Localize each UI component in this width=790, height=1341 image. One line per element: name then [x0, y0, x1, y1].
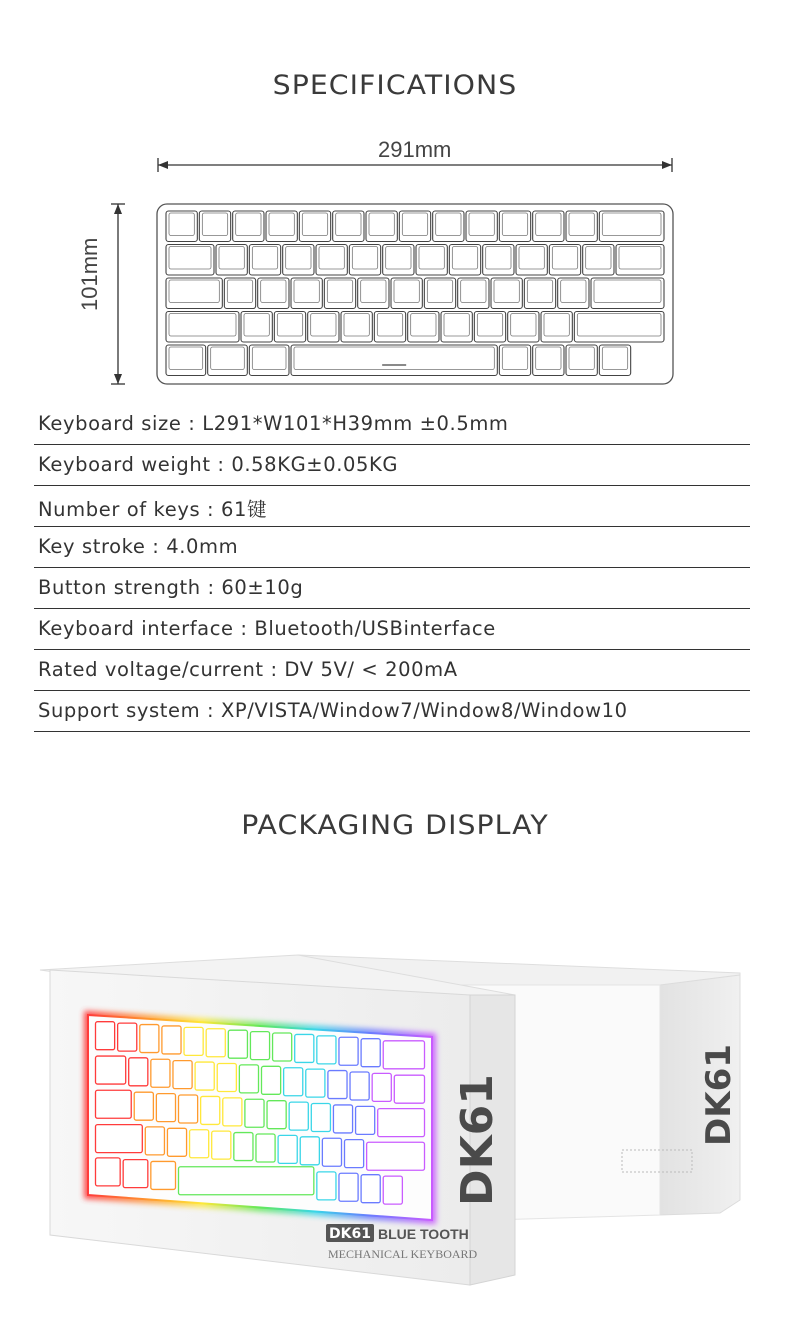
box-back-side-brand: DK61 — [699, 1044, 739, 1146]
spec-strength-text: Button strength : 60±10g — [38, 576, 304, 599]
box-keycap — [394, 1075, 424, 1103]
keyboard-key-outline — [166, 278, 222, 309]
box-keycap — [173, 1061, 192, 1089]
spec-weight-text: Keyboard weight : 0.58KG±0.05KG — [38, 453, 399, 476]
keyboard-key-outline — [599, 345, 630, 376]
keyboard-height-label: 101mm — [77, 237, 102, 311]
box-keycap — [96, 1022, 115, 1050]
box-keycap — [300, 1137, 319, 1165]
box-keycap — [234, 1133, 253, 1161]
spec-interface-text: Keyboard interface : Bluetooth/USBinterface — [38, 617, 496, 640]
keyboard-key-outline — [491, 278, 522, 309]
box-keycap — [217, 1063, 236, 1091]
box-keycap — [367, 1142, 425, 1170]
keyboard-key-outline — [341, 312, 372, 343]
keyboard-key-outline — [499, 345, 530, 376]
keyboard-key-outline — [516, 245, 547, 276]
spec-keys-text: Number of keys : 61键 — [38, 498, 268, 521]
box-keycap — [273, 1033, 292, 1061]
keyboard-key-outline — [541, 312, 572, 343]
keyboard-key-outline — [591, 278, 664, 309]
box-keycap — [361, 1039, 380, 1067]
box-keycap — [256, 1134, 275, 1162]
box-logo-brand: DK61 — [329, 1226, 371, 1242]
box-keycap — [322, 1138, 341, 1166]
box-keycap — [345, 1140, 364, 1168]
box-keycap — [96, 1056, 126, 1084]
box-keycap — [317, 1036, 336, 1064]
box-keycap — [184, 1027, 203, 1055]
box-keycap — [306, 1069, 325, 1097]
keyboard-key-outline — [566, 345, 597, 376]
box-keycap — [317, 1172, 336, 1200]
box-keycap — [140, 1025, 159, 1053]
box-keycap — [129, 1058, 148, 1086]
keyboard-key-outline — [616, 245, 664, 276]
keyboard-key-outline — [241, 312, 272, 343]
spec-row-weight — [34, 445, 750, 486]
box-keycap — [239, 1065, 258, 1093]
box-keycap — [311, 1104, 330, 1132]
box-keycap — [350, 1072, 369, 1100]
box-keycap — [295, 1034, 314, 1062]
keyboard-key-outline — [274, 312, 305, 343]
box-keycap — [250, 1032, 269, 1060]
keyboard-key-outline — [566, 211, 597, 242]
box-keycap — [167, 1128, 186, 1156]
keyboard-key-outline — [433, 211, 464, 242]
box-keycap — [134, 1092, 153, 1120]
spec-row-interface — [34, 609, 750, 650]
packaging-title: PACKAGING DISPLAY — [241, 810, 549, 841]
keyboard-key-outline — [283, 245, 314, 276]
keyboard-key-outline — [316, 245, 347, 276]
keyboard-key-outline — [424, 278, 455, 309]
keyboard-width-label: 291mm — [378, 137, 452, 162]
keyboard-key-outline — [383, 245, 414, 276]
keyboard-key-outline — [291, 278, 322, 309]
keyboard-key-outline — [524, 278, 555, 309]
keyboard-key-outline — [166, 345, 206, 376]
box-keycap — [145, 1127, 164, 1155]
box-keycap — [179, 1167, 314, 1195]
keyboard-key-outline — [166, 211, 197, 242]
box-keycap — [378, 1109, 425, 1137]
keyboard-key-outline — [266, 211, 297, 242]
keyboard-key-outline — [416, 245, 447, 276]
box-keycap — [223, 1098, 242, 1126]
keyboard-key-outline — [408, 312, 439, 343]
spec-table — [34, 404, 750, 732]
keyboard-key-outline — [549, 245, 580, 276]
box-keycap — [383, 1041, 424, 1069]
box-keycap — [228, 1030, 247, 1058]
keyboard-key-outline — [233, 211, 264, 242]
height-dimension-arrow — [108, 198, 128, 390]
spec-row-size — [34, 404, 750, 445]
keyboard-key-outline — [308, 312, 339, 343]
keyboard-key-outline — [358, 278, 389, 309]
keyboard-key-outline — [291, 345, 497, 376]
keyboard-key-outline — [324, 278, 355, 309]
keyboard-key-outline — [449, 245, 480, 276]
specifications-title: SPECIFICATIONS — [272, 70, 518, 101]
keyboard-key-outline — [333, 211, 364, 242]
keyboard-key-outline — [533, 211, 564, 242]
spec-system-text: Support system : XP/VISTA/Window7/Window8/Window10 — [38, 699, 628, 722]
keyboard-key-outline — [599, 211, 664, 242]
box-keyboard-keys — [96, 1022, 425, 1204]
packaging-box-illustration — [30, 945, 760, 1295]
keyboard-key-outline — [349, 245, 380, 276]
box-keycap — [190, 1130, 209, 1158]
keyboard-key-outline — [466, 211, 497, 242]
box-keycap — [162, 1026, 181, 1054]
box-keycap — [123, 1160, 148, 1188]
spec-size-text: Keyboard size : L291*W101*H39mm ±0.5mm — [38, 412, 509, 435]
keyboard-key-outline — [499, 211, 530, 242]
box-keycap — [361, 1175, 380, 1203]
box-keycap — [262, 1066, 281, 1094]
keyboard-key-outline — [258, 278, 289, 309]
box-keycap — [96, 1158, 121, 1186]
keyboard-key-outline — [533, 345, 564, 376]
spec-row-keys — [34, 486, 750, 527]
spec-voltage-text: Rated voltage/current : DV 5V/ < 200mA — [38, 658, 458, 681]
keyboard-key-outline — [558, 278, 589, 309]
box-keycap — [278, 1135, 297, 1163]
box-keycap — [383, 1176, 402, 1204]
width-dimension-arrow — [150, 155, 680, 175]
keyboard-key-outline — [199, 211, 230, 242]
keyboard-key-outline — [399, 211, 430, 242]
box-front-side-brand: DK61 — [452, 1074, 503, 1206]
box-keycap — [151, 1059, 170, 1087]
box-keycap — [356, 1106, 375, 1134]
box-logo-sub: BLUE TOOTH — [378, 1226, 469, 1242]
box-keycap — [195, 1062, 214, 1090]
box-tagline: MECHANICAL KEYBOARD — [328, 1247, 478, 1261]
keyboard-outline-diagram — [150, 198, 680, 390]
box-keycap — [151, 1161, 176, 1189]
box-keycap — [289, 1102, 308, 1130]
spec-row-voltage — [34, 650, 750, 691]
box-keycap — [339, 1173, 358, 1201]
box-keycap — [328, 1071, 347, 1099]
box-keycap — [206, 1029, 225, 1057]
keyboard-key-outline — [299, 211, 330, 242]
box-keycap — [96, 1125, 143, 1153]
box-keycap — [179, 1095, 198, 1123]
spec-row-strength — [34, 568, 750, 609]
spec-stroke-text: Key stroke : 4.0mm — [38, 535, 239, 558]
box-keycap — [267, 1101, 286, 1129]
keyboard-key-outline — [166, 312, 239, 343]
spec-row-stroke — [34, 527, 750, 568]
keyboard-key-outline — [458, 278, 489, 309]
box-keycap — [284, 1068, 303, 1096]
box-keycap — [156, 1094, 175, 1122]
keyboard-key-outline — [441, 312, 472, 343]
keyboard-key-outline — [166, 245, 214, 276]
box-keycap — [96, 1090, 132, 1118]
keyboard-key-outline — [208, 345, 248, 376]
keyboard-key-outline — [574, 312, 664, 343]
box-keycap — [201, 1096, 220, 1124]
box-keycap — [372, 1073, 391, 1101]
keyboard-key-outline — [224, 278, 255, 309]
box-keycap — [212, 1131, 231, 1159]
keyboard-key-outline — [391, 278, 422, 309]
keyboard-key-outline — [366, 211, 397, 242]
keyboard-key-outline — [249, 245, 280, 276]
box-keycap — [333, 1105, 352, 1133]
keyboard-key-outline — [249, 345, 289, 376]
keyboard-key-outline — [583, 245, 614, 276]
box-keycap — [339, 1037, 358, 1065]
keyboard-key-outline — [374, 312, 405, 343]
keyboard-key-outline — [216, 245, 247, 276]
spec-row-system — [34, 691, 750, 732]
keyboard-key-outline — [508, 312, 539, 343]
box-keycap — [118, 1023, 137, 1051]
keyboard-key-outline — [474, 312, 505, 343]
box-keycap — [245, 1099, 264, 1127]
keyboard-key-outline — [483, 245, 514, 276]
